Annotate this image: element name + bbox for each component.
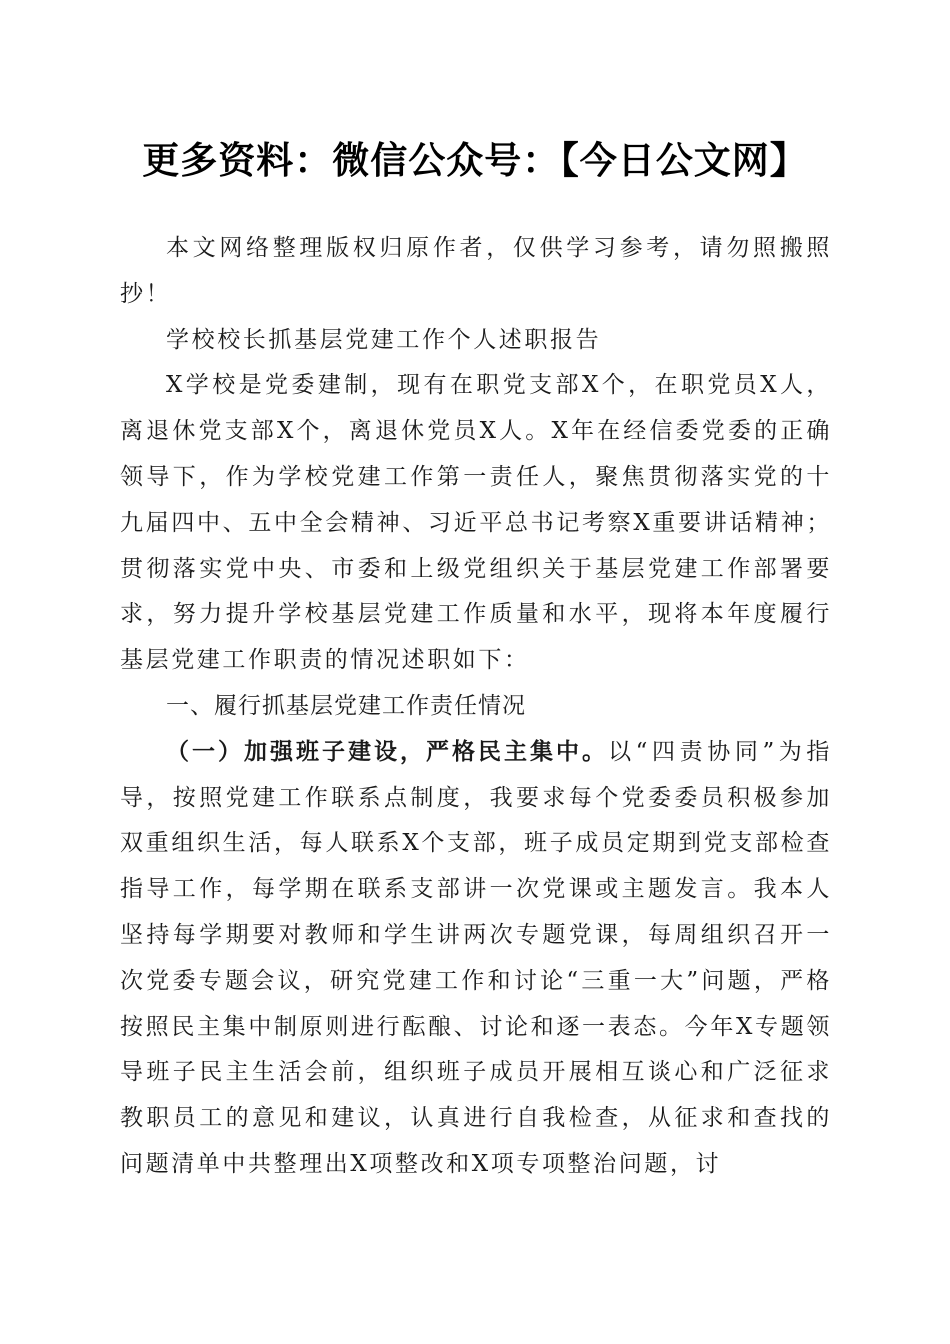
document-title: 学校校长抓基层党建工作个人述职报告 [166,326,602,353]
copyright-notice: 本文网络整理版权归原作者，仅供学习参考，请勿照搬照抄！ [120,235,832,307]
subsection-lead: （一）加强班子建设，严格民主集中。 [166,738,609,765]
subsection-body: 以“四责协同”为指导，按照党建工作联系点制度，我要求每个党委委员积极参加双重组织生活，每人联系X个支部，班子成员定期到党支部检查指导工作，每学期在联系支部讲一次党课或主题发言。我本人坚持每学期要对教师和学生讲两次专题党课，每周组织召开一次党委专题会议，研究党建工作和讨论“三重一大”问题，严格按照民主集中制原则进行酝酿、讨论和逐一表态。今年X专题领导班子民主生活会前，组织班子成员开展相互谈心和广泛征求教职员工的意见和建议，认真进行自我检查，从征求和查找的问题清单中共整理出X项整改和X项专项整治问题，讨 [120,738,833,1177]
intro-paragraph: X学校是党委建制，现有在职党支部X个，在职党员X人，离退休党支部X个，离退休党员X人。X年在经信委党委的正确领导下，作为学校党建工作第一责任人，聚焦贯彻落实党的十九届四中、五中全会精神、习近平总书记考察X重要讲话精神；贯彻落实党中央、市委和上级党组织关于基层党建工作部署要求，努力提升学校基层党建工作质量和水平，现将本年度履行基层党建工作职责的情况述职如下： [120,372,832,674]
section-heading: 一、履行抓基层党建工作责任情况 [166,692,526,719]
subsection-paragraph [120,730,832,1188]
promo-header-title: 更多资料：微信公众号：【今日公文网】 [142,138,808,182]
document-body [120,226,832,1188]
